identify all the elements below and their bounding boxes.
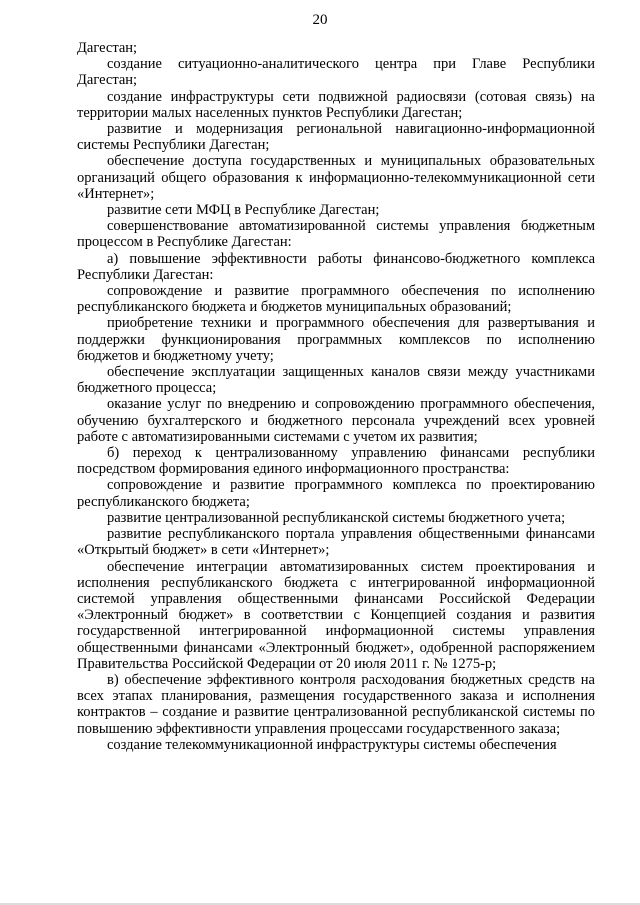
page-number: 20 — [312, 12, 328, 28]
paragraph: б) переход к централизованному управлению финансами республики посредством формирования единого информационного пространства: — [77, 445, 595, 478]
paragraph: сопровождение и развитие программного комплекса по проектированию республиканского бюджета; — [77, 477, 595, 510]
paragraph: обеспечение эксплуатации защищенных каналов связи между участниками бюджетного процесса; — [77, 364, 595, 397]
paragraph: развитие и модернизация региональной навигационно-информационной системы Республики Дагестан; — [77, 121, 595, 154]
paragraph: совершенствование автоматизированной системы управления бюджетным процессом в Республике Дагестан: — [77, 218, 595, 251]
paragraph: развитие сети МФЦ в Республике Дагестан; — [107, 202, 380, 219]
paragraph: создание телекоммуникационной инфраструктуры системы обеспечения — [107, 736, 557, 753]
paragraph: обеспечение доступа государственных и муниципальных образовательных организаций общего образования к информационно-телекоммуникационной сети «Интернет»; — [77, 153, 595, 202]
paragraph: оказание услуг по внедрению и сопровождению программного обеспечения, обучению бухгалтерского и бюджетного персонала учреждений всех уровней работе с автоматизированными системами с учетом их развития; — [77, 396, 595, 445]
paragraph: а) повышение эффективности работы финансово-бюджетного комплекса Республики Дагестан: — [77, 250, 595, 283]
paragraph: сопровождение и развитие программного обеспечения по исполнению республиканского бюджета и бюджетов муниципальных образований; — [77, 283, 595, 316]
paragraph: создание ситуационно-аналитического центра при Главе Республики Дагестан; — [77, 56, 595, 89]
paragraph: в) обеспечение эффективного контроля расходования бюджетных средств на всех этапах планирования, размещения государственного заказа и исполнения контрактов – создание и развитие централизованной республиканской системы по повышению эффективности управления процессами государственного заказа; — [77, 671, 595, 737]
paragraph: развитие республиканского портала управления общественными финансами «Открытый бюджет» в сети «Интернет»; — [77, 526, 595, 559]
paragraph: развитие централизованной республиканской системы бюджетного учета; — [107, 509, 566, 526]
paragraph: Дагестан; — [77, 40, 138, 56]
paragraph: приобретение техники и программного обеспечения для развертывания и поддержки функционирования программных комплексов по исполнению бюджетов и бюджетному учету; — [77, 315, 595, 364]
paragraph: создание инфраструктуры сети подвижной радиосвязи (сотовая связь) на территории малых населенных пунктов Республики Дагестан; — [77, 88, 595, 121]
paragraph: обеспечение интеграции автоматизированных систем проектирования и исполнения республиканского бюджета с интегрированной информационной системой управления общественными финансами Российской Федерации «Электронный бюджет» в соответствии с Концепцией создания и развития государственной интегрированной информационной системы управления общественными финансами «Электронный бюджет», одобренной распоряжением Правительства Российской Федерации от 20 июля 2011 г. № 1275-р; — [77, 558, 595, 672]
document-body — [77, 40, 595, 753]
